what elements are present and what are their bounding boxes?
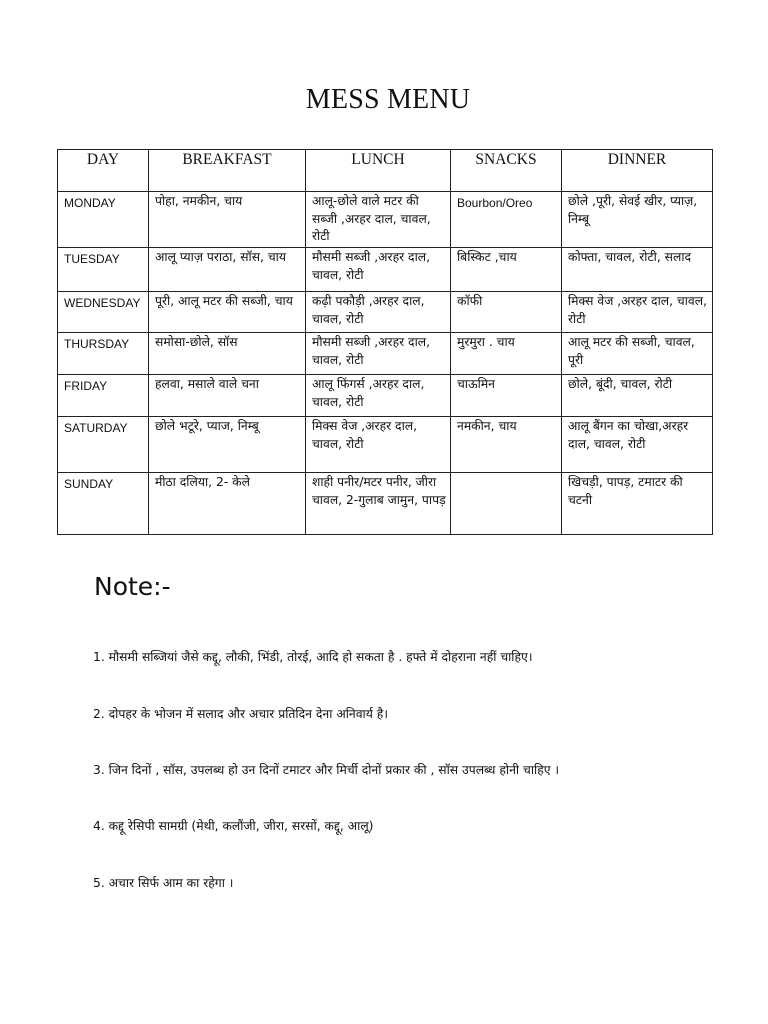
table-row-sunday: [58, 473, 713, 535]
notes-heading: Note:-: [94, 572, 171, 601]
snacks-cell: बिस्किट ,चाय: [451, 248, 562, 292]
table-row-thursday: [58, 333, 713, 375]
note-item: 4. कद्दू रेसिपी सामग्री (मेथी, कलौंजी, जीरा, सरसों, कद्दू, आलू): [93, 819, 374, 833]
lunch-cell: शाही पनीर/मटर पनीर, जीरा चावल, 2-गुलाब जामुन, पापड़: [306, 473, 451, 535]
table-row-friday: [58, 375, 713, 417]
lunch-cell: आलू फिंगर्स ,अरहर दाल, चावल, रोटी: [306, 375, 451, 417]
lunch-cell: कढ़ी पकौड़ी ,अरहर दाल, चावल, रोटी: [306, 292, 451, 333]
breakfast-cell: पोहा, नमकीन, चाय: [149, 192, 306, 248]
dinner-cell: कोफ्ता, चावल, रोटी, सलाद: [562, 248, 713, 292]
snacks-cell: कॉफी: [451, 292, 562, 333]
lunch-cell: मिक्स वेज ,अरहर दाल, चावल, रोटी: [306, 417, 451, 473]
dinner-cell: आलू बैंगन का चोखा,अरहर दाल, चावल, रोटी: [562, 417, 713, 473]
page-title: MESS MENU: [305, 84, 471, 115]
day-cell: SATURDAY: [58, 417, 149, 473]
header-dinner: DINNER: [562, 150, 713, 192]
header-breakfast: BREAKFAST: [149, 150, 306, 192]
snacks-cell: Bourbon/Oreo: [451, 192, 562, 248]
note-item: 3. जिन दिनों , सॉस, उपलब्ध हो उन दिनों टमाटर और मिर्ची दोनों प्रकार की , सॉस उपलब्ध होनी चाहिए ।: [93, 763, 560, 777]
note-item: 1. मौसमी सब्जियां जैसे कद्दू, लौकी, भिंडी, तोरई, आदि हो सकता है . हफ्ते में दोहराना नहीं चाहिए।: [93, 650, 533, 664]
dinner-cell: खिचड़ी, पापड़, टमाटर की चटनी: [562, 473, 713, 535]
note-item: 2. दोपहर के भोजन में सलाद और अचार प्रतिदिन देना अनिवार्य है।: [93, 707, 388, 721]
mess-menu-table: [57, 149, 713, 535]
day-cell: MONDAY: [58, 192, 149, 248]
breakfast-cell: आलू प्याज़ पराठा, सॉस, चाय: [149, 248, 306, 292]
snacks-cell: [451, 473, 562, 535]
breakfast-cell: पूरी, आलू मटर की सब्जी, चाय: [149, 292, 306, 333]
lunch-cell: आलू-छोले वाले मटर की सब्जी ,अरहर दाल, चावल, रोटी: [306, 192, 451, 248]
dinner-cell: छोले, बूंदी, चावल, रोटी: [562, 375, 713, 417]
header-lunch: LUNCH: [306, 150, 451, 192]
header-day: DAY: [58, 150, 149, 192]
dinner-cell: छोले ,पूरी, सेवई खीर, प्याज़, निम्बू: [562, 192, 713, 248]
snacks-cell: चाऊमिन: [451, 375, 562, 417]
breakfast-cell: मीठा दलिया, 2- केले: [149, 473, 306, 535]
breakfast-cell: छोले भटूरे, प्याज, निम्बू: [149, 417, 306, 473]
snacks-cell: नमकीन, चाय: [451, 417, 562, 473]
lunch-cell: मौसमी सब्जी ,अरहर दाल, चावल, रोटी: [306, 248, 451, 292]
lunch-cell: मौसमी सब्जी ,अरहर दाल, चावल, रोटी: [306, 333, 451, 375]
table-row-wednesday: [58, 292, 713, 333]
table-row-saturday: [58, 417, 713, 473]
day-cell: SUNDAY: [58, 473, 149, 535]
snacks-cell: मुरमुरा . चाय: [451, 333, 562, 375]
table-row-monday: [58, 192, 713, 248]
note-item: 5. अचार सिर्फ आम का रहेगा ।: [93, 876, 234, 890]
day-cell: THURSDAY: [58, 333, 149, 375]
breakfast-cell: हलवा, मसाले वाले चना: [149, 375, 306, 417]
table-row-tuesday: [58, 248, 713, 292]
table-header-row: [58, 150, 713, 192]
header-snacks: SNACKS: [451, 150, 562, 192]
breakfast-cell: समोसा-छोले, सॉस: [149, 333, 306, 375]
day-cell: TUESDAY: [58, 248, 149, 292]
day-cell: WEDNESDAY: [58, 292, 149, 333]
dinner-cell: आलू मटर की सब्जी, चावल, पूरी: [562, 333, 713, 375]
day-cell: FRIDAY: [58, 375, 149, 417]
dinner-cell: मिक्स वेज ,अरहर दाल, चावल, रोटी: [562, 292, 713, 333]
